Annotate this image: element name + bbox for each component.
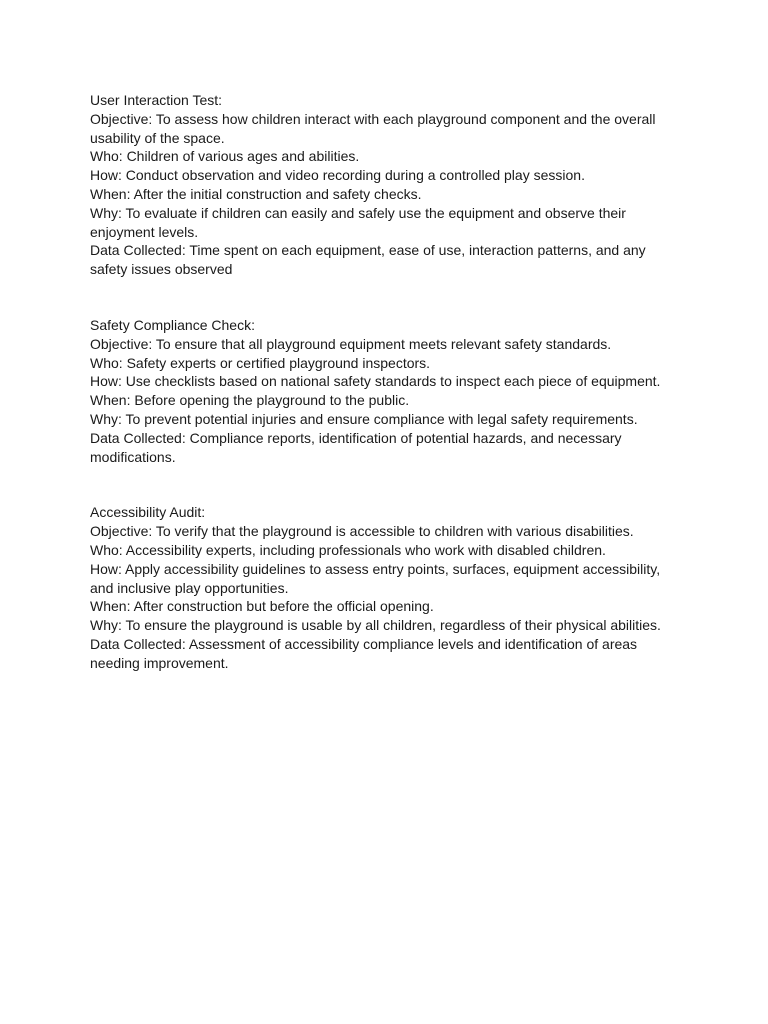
section-heading: User Interaction Test:: [90, 92, 223, 108]
who-line: Who: Safety experts or certified playground inspectors.: [90, 354, 431, 371]
when-line: When: After construction but before the official opening.: [90, 598, 434, 615]
how-line-continued: and inclusive play opportunities.: [90, 579, 289, 596]
why-line: Why: To ensure the playground is usable by all children, regardless of their physical abilities.: [90, 617, 661, 634]
objective-line-continued: usability of the space.: [90, 129, 225, 146]
data-collected-line: Data Collected: Compliance reports, identification of potential hazards, and necessary: [90, 429, 622, 446]
data-collected-line-continued: needing improvement.: [90, 654, 229, 671]
section-user-interaction-test: [90, 91, 660, 279]
data-collected-line: Data Collected: Assessment of accessibility compliance levels and identification of areas: [90, 635, 638, 652]
how-line: How: Conduct observation and video recording during a controlled play session.: [90, 167, 585, 184]
when-line: When: Before opening the playground to the public.: [90, 392, 410, 409]
when-line: When: After the initial construction and safety checks.: [90, 185, 422, 202]
why-line: Why: To evaluate if children can easily and safely use the equipment and observe their: [90, 204, 626, 221]
section-heading: Accessibility Audit:: [90, 504, 206, 521]
document-page: [90, 91, 660, 673]
objective-line: Objective: To assess how children interact with each playground component and the overall: [90, 110, 656, 127]
data-collected-line-continued: modifications.: [90, 448, 176, 465]
section-heading: Safety Compliance Check:: [90, 316, 255, 333]
data-collected-line-continued: safety issues observed: [90, 261, 233, 278]
section-accessibility-audit: [90, 503, 660, 672]
section-safety-compliance-check: [90, 316, 660, 466]
how-line: How: Use checklists based on national safety standards to inspect each piece of equipment.: [90, 373, 661, 390]
why-line-continued: enjoyment levels.: [90, 223, 199, 240]
objective-line: Objective: To verify that the playground is accessible to children with various disabilities.: [90, 523, 634, 540]
objective-line: Objective: To ensure that all playground equipment meets relevant safety standards.: [90, 335, 612, 352]
data-collected-line: Data Collected: Time spent on each equipment, ease of use, interaction patterns, and any: [90, 242, 646, 259]
how-line: How: Apply accessibility guidelines to assess entry points, surfaces, equipment accessibility,: [90, 560, 661, 577]
who-line: Who: Children of various ages and abilities.: [90, 148, 360, 165]
why-line: Why: To prevent potential injuries and ensure compliance with legal safety requirements.: [90, 410, 638, 427]
who-line: Who: Accessibility experts, including professionals who work with disabled children.: [90, 541, 606, 558]
